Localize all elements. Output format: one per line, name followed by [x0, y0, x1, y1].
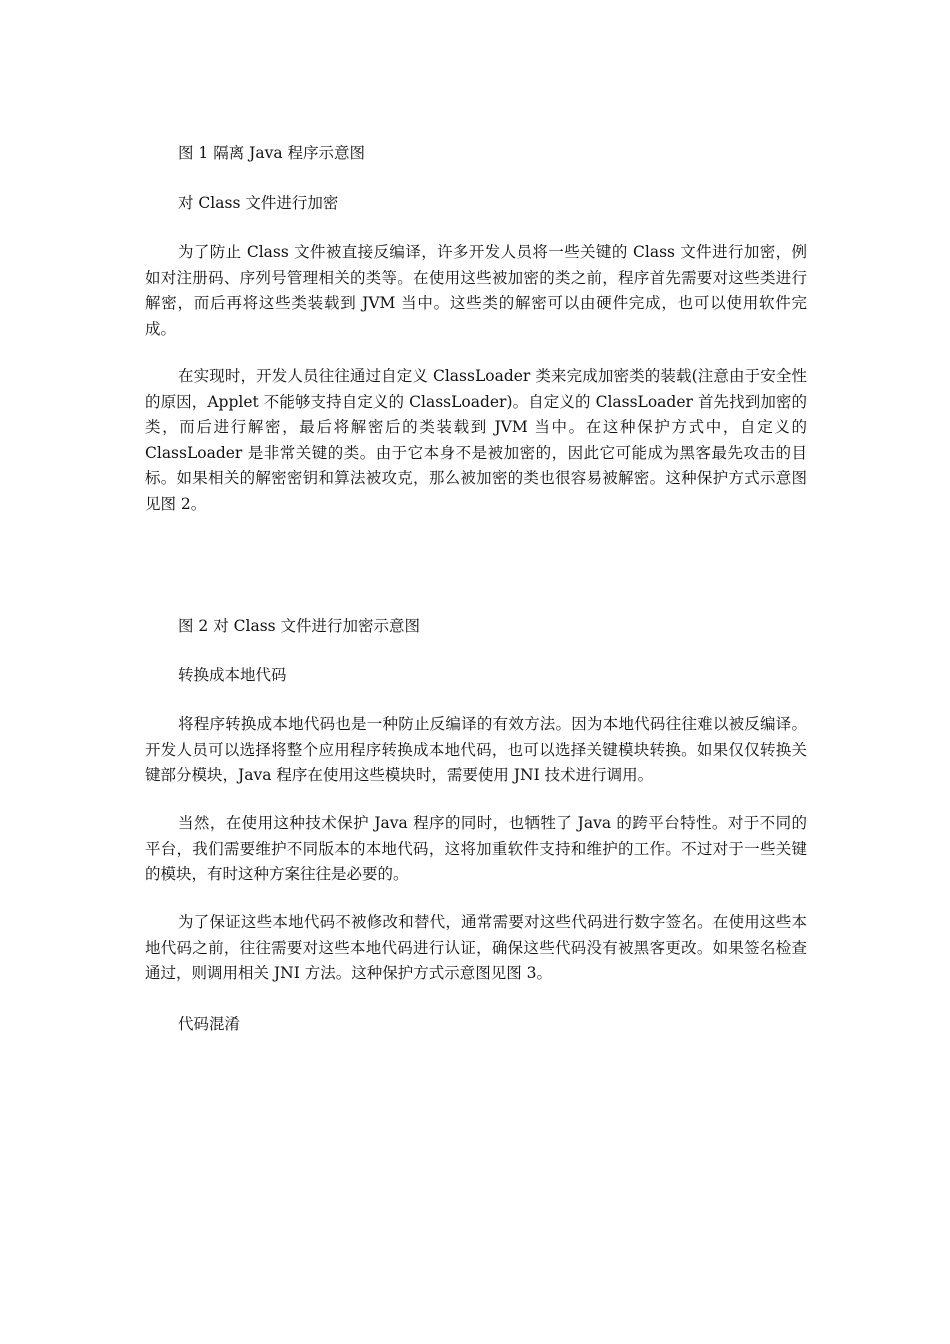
section-heading-obfuscate: 代码混淆 [178, 1015, 241, 1033]
figure-1-caption: 图 1 隔离 Java 程序示意图 [178, 144, 366, 162]
paragraph-native-3: 为了保证这些本地代码不被修改和替代，通常需要对这些代码进行数字签名。在使用这些本地代码之前，往往需要对这些本地代码进行认证，确保这些代码没有被黑客更改。如果签名检查通过，则调用相关 JNI 方法。这种保护方式示意图见图 3。 [145, 913, 807, 982]
paragraph-native-1: 将程序转换成本地代码也是一种防止反编译的有效方法。因为本地代码往往难以被反编译。开发人员可以选择将整个应用程序转换成本地代码，也可以选择关键模块转换。如果仅仅转换关键部分模块，Java 程序在使用这些模块时，需要使用 JNI 技术进行调用。 [145, 715, 807, 784]
figure-2-caption: 图 2 对 Class 文件进行加密示意图 [178, 617, 421, 635]
section-heading-encrypt: 对 Class 文件进行加密 [178, 194, 339, 212]
section-heading-native: 转换成本地代码 [178, 666, 287, 684]
paragraph-native-2: 当然，在使用这种技术保护 Java 程序的同时，也牺牲了 Java 的跨平台特性。对于不同的平台，我们需要维护不同版本的本地代码，这将加重软件支持和维护的工作。不过对于一些关键的模块，有时这种方案往往是必要的。 [145, 814, 807, 883]
paragraph-encrypt-2: 在实现时，开发人员往往通过自定义 ClassLoader 类来完成加密类的装载(注意由于安全性的原因，Applet 不能够支持自定义的 ClassLoader)。自定义的 ClassLoader 首先找到加密的类，而后进行解密，最后将解密后的类装载到 JVM 当中。在这种保护方式中，自定义的 ClassLoader 是非常关键的类。由于它本身不是被加密的，因此它可能成为黑客最先攻击的目标。如果相关的解密密钥和算法被攻克，那么被加密的类也很容易被解密。这种保护方式示意图见图 2。 [145, 367, 807, 513]
paragraph-encrypt-1: 为了防止 Class 文件被直接反编译，许多开发人员将一些关键的 Class 文件进行加密，例如对注册码、序列号管理相关的类等。在使用这些被加密的类之前，程序首先需要对这些类进行解密，而后再将这些类装载到 JVM 当中。这些类的解密可以由硬件完成，也可以使用软件完成。 [145, 243, 807, 338]
